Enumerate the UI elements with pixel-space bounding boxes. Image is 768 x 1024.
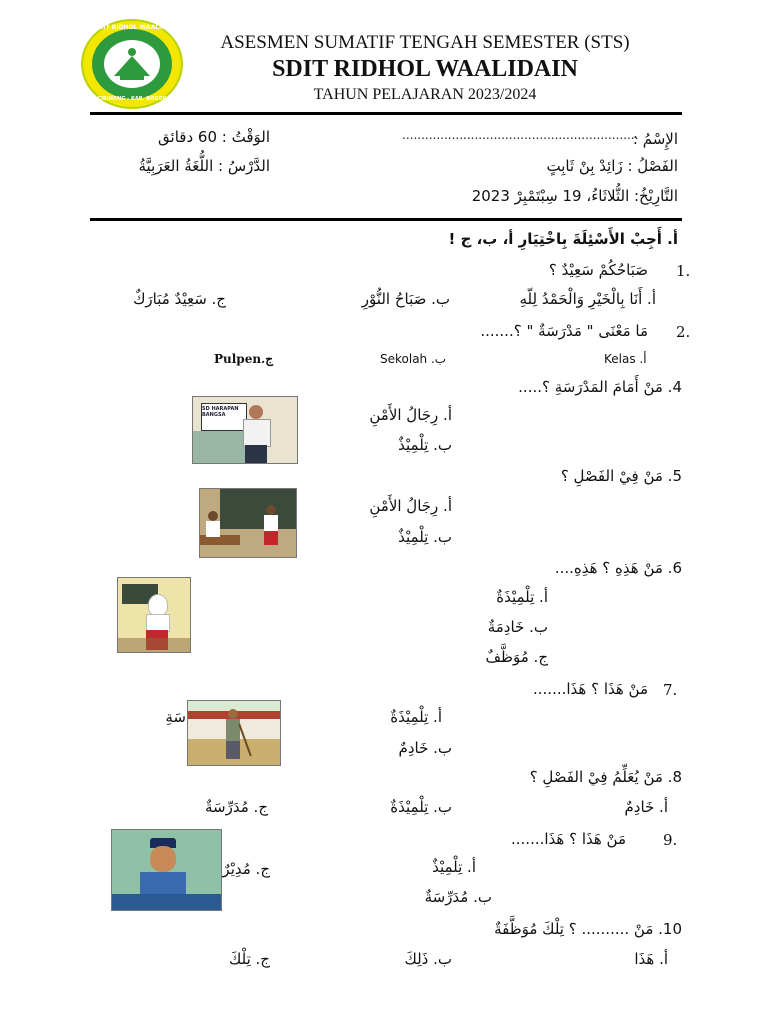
subject-label: الدَّرْسُ : اللُّغَةُ العَرَبِيَّةُ (138, 157, 270, 175)
q7-number: 7. (663, 681, 678, 699)
q2-option-c[interactable]: Pulpen.ج (214, 352, 273, 366)
q6-text: 6. مَنْ هَذِهِ ؟ هَذِهِ.... (554, 559, 682, 577)
q7-option-b[interactable]: ب. خَادِمٌ (398, 739, 452, 757)
q9-option-c[interactable]: ج. مُدِيْرٌ (222, 860, 270, 878)
q9-option-b[interactable]: ب. مُدَرِّسَةٌ (424, 888, 492, 906)
q2-option-a[interactable]: Kelas .أ (604, 352, 647, 366)
q8-text: 8. مَنْ يُعَلِّمُ فِيْ الفَصْلِ ؟ (529, 768, 682, 786)
q4-security-guard-image (192, 396, 298, 464)
q4-option-b[interactable]: ب. تِلْمِيْذٌ (398, 436, 452, 454)
q2-option-b[interactable]: Sekolah .ب (380, 352, 447, 366)
logo-bottom-text: CIBINONG - KAB. BOGOR (97, 96, 167, 102)
time-label: الوَقْتُ : 60 دقائق (158, 128, 270, 146)
header-divider (90, 112, 682, 115)
q8-option-a[interactable]: أ. خَادِمٌ (624, 798, 668, 816)
q7-option-a[interactable]: أ. تِلْمِيْذَةٌ (390, 708, 442, 726)
q10-option-b[interactable]: ب. ذَلِكَ (404, 950, 452, 968)
q1-option-a[interactable]: أ. أَنَا بِالْخَيْرِ وَالْحَمْدُ لِلّهِ (519, 290, 656, 308)
q10-option-a[interactable]: أ. هَذَا (634, 950, 668, 968)
q6-option-a[interactable]: أ. تِلْمِيْذَةٌ (496, 588, 548, 606)
date-label: التَّارِيْخُ: الثُّلاثَاءُ، 19 سِبْتَمْبِرْ 2023 (471, 187, 678, 205)
header-line1: ASESMEN SUMATIF TENGAH SEMESTER (STS) (220, 32, 630, 53)
q7-janitor-image (187, 700, 281, 766)
q1-text: صَبَاحُكُمْ سَعِيْدٌ ؟ (548, 261, 648, 279)
q1-option-b[interactable]: ب. صَبَاحُ النُّوْرِ (361, 290, 450, 308)
section-heading: أ. أَجِبْ الأَسْئِلَةَ بِاخْتِيَارِ أ، ب، ج ! (448, 230, 678, 248)
q4-text: 4. مَنْ أَمَامَ المَدْرَسَةِ ؟..... (518, 378, 682, 396)
q1-number: 1. (676, 262, 691, 280)
q10-text: 10. مَنْ .......... ؟ تِلْكَ مُوَظَّفَةٌ (494, 920, 682, 938)
academic-year: TAHUN PELAJARAN 2023/2024 (313, 86, 537, 103)
q5-text: 5. مَنْ فِيْ الفَصْلِ ؟ (560, 467, 682, 485)
class-label: الفَصْلُ : زَائِدْ بِنْ ثَابِتٍ (546, 157, 678, 175)
q9-number: 9. (663, 831, 678, 849)
q4-sign-text: SD HARAPAN BANGSA (202, 406, 239, 418)
school-name: SDIT RIDHOL WAALIDAIN (272, 56, 578, 82)
name-field[interactable]: .............................................................. (402, 128, 639, 142)
q5-option-a[interactable]: أ. رِجَالُ الأَمْنِ (369, 497, 452, 515)
q9-text: مَنْ هَذَا ؟ هَذَا....... (511, 830, 626, 848)
q10-option-c[interactable]: ج. تِلْكَ (228, 950, 270, 968)
q6-option-c[interactable]: ج. مُوَظَّفٌ (485, 648, 548, 666)
name-label: الإِسْمُ : (632, 130, 678, 148)
q1-option-c[interactable]: ج. سَعِيْدٌ مُبَارَكٌ (133, 290, 226, 308)
q7-option-c[interactable]: سَةِ (165, 708, 186, 726)
q6-option-b[interactable]: ب. خَادِمَةٌ (487, 618, 548, 636)
info-divider (90, 218, 682, 221)
q9-option-a[interactable]: أ. تِلْمِيْذٌ (432, 858, 476, 876)
q4-option-a[interactable]: أ. رِجَالُ الأَمْنِ (369, 406, 452, 424)
q8-option-b[interactable]: ب. تِلْمِيْذَةٌ (390, 798, 452, 816)
q5-option-b[interactable]: ب. تِلْمِيْذٌ (398, 528, 452, 546)
q6-female-student-image (117, 577, 191, 653)
q8-option-c[interactable]: ج. مُدَرِّسَةٌ (205, 798, 268, 816)
q7-text: مَنْ هَذَا ؟ هَذَا....... (533, 680, 648, 698)
q2-text: مَا مَعْنَى " مَدْرَسَةٌ " ؟....... (480, 322, 648, 340)
q9-teacher-image (111, 829, 222, 911)
q5-classroom-students-image (199, 488, 297, 558)
q2-number: 2. (676, 323, 691, 341)
logo-top-text: SDIT RIDHOL WAALIDAIN (94, 24, 179, 31)
